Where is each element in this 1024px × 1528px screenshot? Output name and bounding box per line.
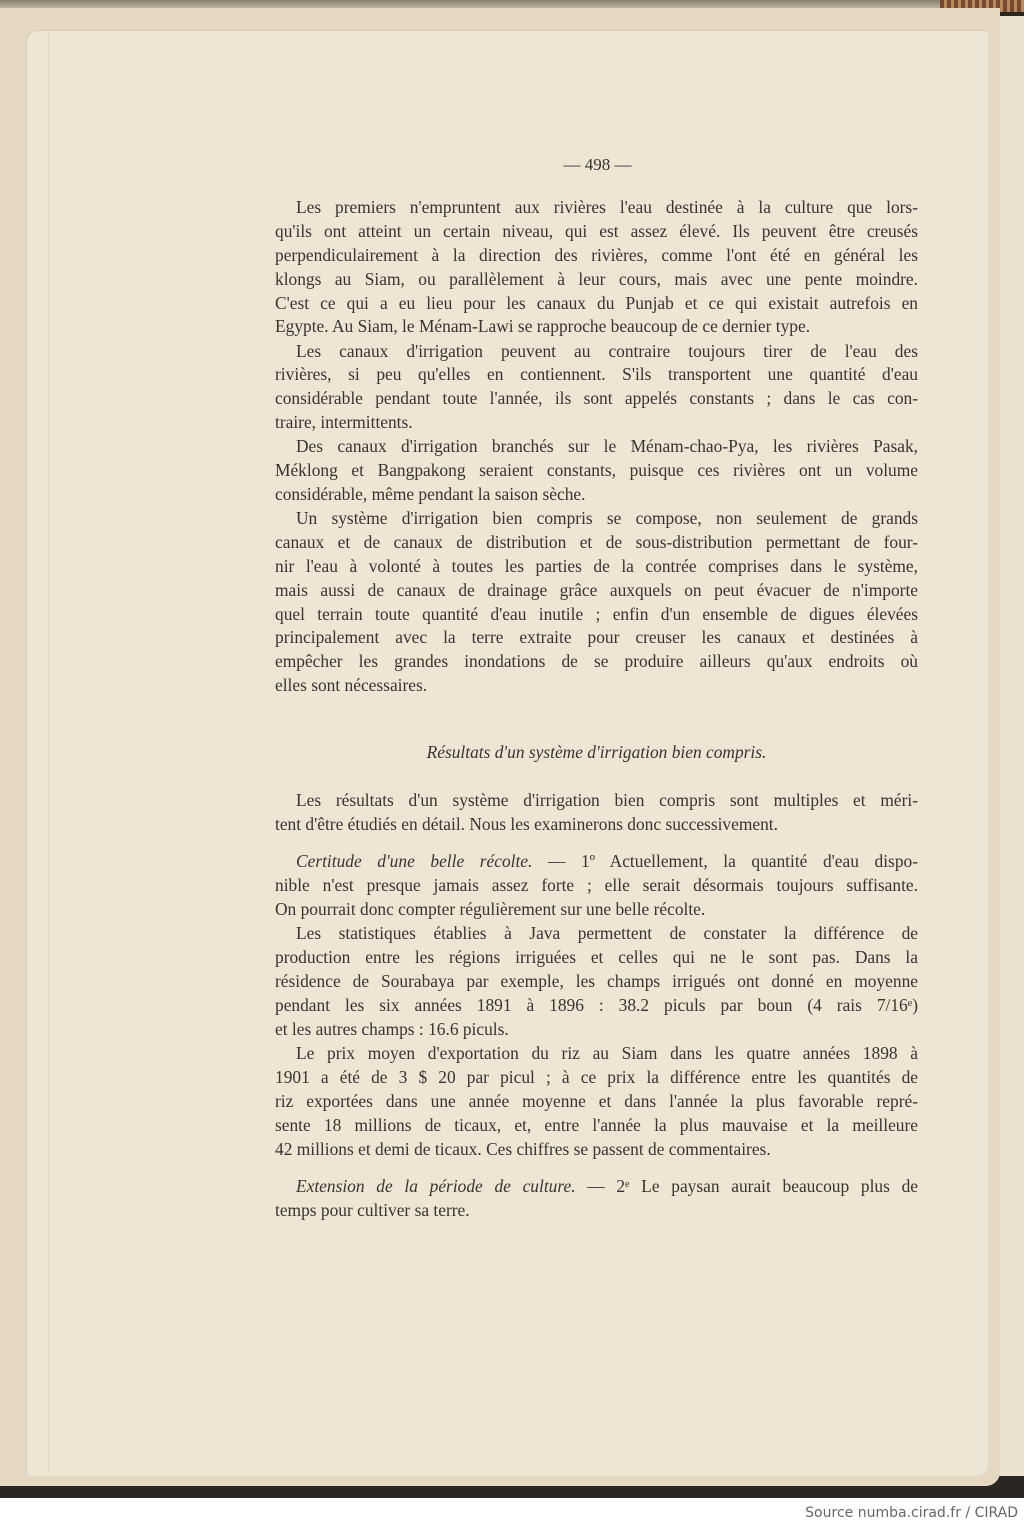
text-line: riz exportées dans une année moyenne et dans l'année la plus favorable repré- (275, 1090, 918, 1111)
text-line: nir l'eau à volonté à toutes les parties de la contrée comprises dans le système, (275, 555, 918, 576)
text-line: principalement avec la terre extraite pour creuser les canaux et destinées à (275, 627, 918, 648)
text-line: tent d'être étudiés en détail. Nous les examinerons donc successivement. (275, 813, 778, 834)
italic-lead: Certitude d'une belle récolte. (296, 851, 533, 871)
paragraph (275, 789, 918, 837)
text-line: On pourrait donc compter régulièrement sur une belle récolte. (275, 898, 706, 919)
text-line: canaux et de canaux de distribution et de sous-distribution permettant de four- (275, 531, 918, 552)
text-line: traire, intermittents. (275, 412, 413, 433)
text-line (275, 850, 918, 874)
text-line: Méklong et Bangpakong seraient constants, puisque ces rivières ont un volume (275, 459, 918, 480)
text-line: Les résultats d'un système d'irrigation bien compris sont multiples et méri- (296, 790, 918, 810)
section-heading: Résultats d'un système d'irrigation bien compris. (426, 742, 767, 762)
text-line: et les autres champs : 16.6 piculs. (275, 1018, 509, 1039)
page-fold (48, 32, 49, 1472)
source-credit: Source numba.cirad.fr / CIRAD (805, 1505, 1018, 1521)
text-line (275, 1175, 918, 1199)
paragraph (275, 1175, 918, 1223)
line-text: — 1º Actuellement, la quantité d'eau dispo- (532, 851, 918, 871)
text-line: Egypte. Au Siam, le Ménam-Lawi se rapproche beaucoup de ce dernier type. (275, 316, 811, 337)
text-line: quel terrain toute quantité d'eau inutile ; enfin d'un ensemble de digues élevées (275, 603, 918, 624)
text-line: considérable pendant toute l'année, ils sont appelés constants ; dans le cas con- (275, 388, 918, 409)
text-line: Le prix moyen d'exportation du riz au Siam dans les quatre années 1898 à (296, 1043, 918, 1063)
paragraph (275, 196, 918, 339)
text-line: elles sont nécessaires. (275, 675, 428, 696)
text-line: Les premiers n'empruntent aux rivières l'eau destinée à la culture que lors- (296, 197, 918, 217)
text-line: mais aussi de canaux de drainage grâce auxquels on peut évacuer de n'importe (275, 579, 918, 600)
text-line: C'est ce qui a eu lieu pour les canaux du Punjab et ce qui existait autrefois en (275, 292, 918, 313)
text-line: temps pour cultiver sa terre. (275, 1199, 470, 1220)
text-line: Les canaux d'irrigation peuvent au contraire toujours tirer de l'eau des (296, 340, 918, 361)
text-line: résidence de Sourabaya par exemple, les champs irrigués ont donné en moyenne (275, 970, 918, 991)
text-line: Les statistiques établies à Java permettent de constater la différence de (296, 923, 918, 943)
text-line: nible n'est presque jamais assez forte ; elle serait désormais toujours suffisante. (275, 874, 918, 895)
paragraph (275, 507, 918, 698)
text-line: considérable, même pendant la saison sèche. (275, 483, 586, 504)
line-text: — 2ᵉ Le paysan aurait beaucoup plus de (575, 1176, 918, 1196)
paragraph (275, 922, 918, 1041)
text-line: perpendiculairement à la direction des rivières, comme l'ont été en général les (275, 244, 918, 265)
text-line: Un système d'irrigation bien compris se compose, non seulement de grands (296, 508, 918, 528)
text-line: qu'ils ont atteint un certain niveau, qui est assez élevé. Ils peuvent être creusés (275, 220, 918, 241)
text-line: empêcher les grandes inondations de se produire ailleurs qu'aux endroits où (275, 651, 918, 672)
paragraph (275, 1042, 918, 1161)
text-line: production entre les régions irriguées et celles qui ne le sont pas. Dans la (275, 946, 918, 967)
text-line: pendant les six années 1891 à 1896 : 38.2 piculs par boun (4 rais 7/16ᵉ) (275, 994, 918, 1015)
text-line: 42 millions et demi de ticaux. Ces chiffres se passent de commentaires. (275, 1138, 771, 1159)
paragraph (275, 435, 918, 507)
italic-lead: Extension de la période de culture. (296, 1176, 576, 1196)
text-line: klongs au Siam, ou parallèlement à leur cours, mais avec une pente moindre. (275, 268, 918, 289)
paragraph (275, 850, 918, 922)
text-line: rivières, si peu qu'elles en contiennent. S'ils transportent une quantité d'eau (275, 364, 918, 385)
text-line: sente 18 millions de ticaux, et, entre l'année la plus mauvaise et la meilleure (275, 1114, 918, 1135)
text-line: Des canaux d'irrigation branchés sur le Ménam-chao-Pya, les rivières Pasak, (296, 436, 918, 456)
page-number: — 498 — (563, 155, 632, 174)
paragraph (275, 340, 918, 436)
text-line: 1901 a été de 3 $ 20 par picul ; à ce prix la différence entre les quantités de (275, 1066, 918, 1087)
